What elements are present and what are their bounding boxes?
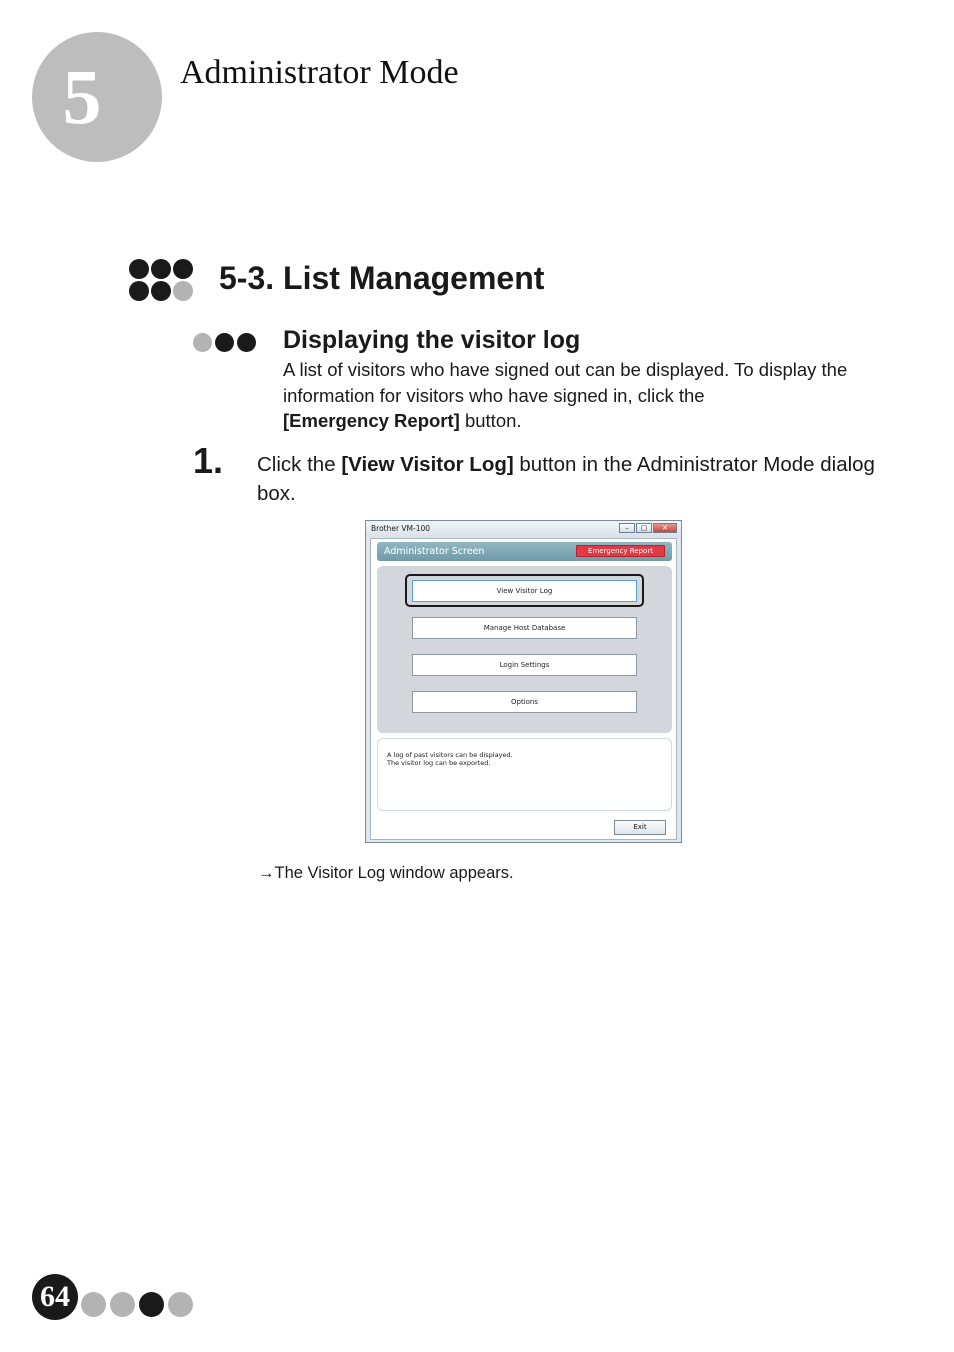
admin-screen-window [365, 520, 682, 843]
chapter-number: 5 [62, 53, 102, 140]
section-heading: 5-3. List Management [219, 260, 545, 296]
view-visitor-log-button[interactable]: View Visitor Log [412, 580, 637, 602]
description-line: The visitor log can be exported. [387, 759, 491, 767]
step-text-bold: [View Visitor Log] [341, 453, 514, 476]
arrow-icon: → [258, 864, 275, 882]
window-client-area [370, 538, 677, 840]
screen-title: Administrator Screen [384, 546, 485, 557]
step-text-post: button in the Administrator Mode dialog box. [257, 453, 875, 505]
window-title: Brother VM-100 [371, 524, 431, 533]
chapter-title: Administrator Mode [180, 54, 459, 91]
screen-header [377, 542, 672, 561]
intro-text: A list of visitors who have signed out can be displayed. To display the information for visitors who have signed in, click the [283, 359, 848, 406]
manage-host-database-button[interactable]: Manage Host Database [412, 617, 637, 639]
close-icon[interactable]: ✕ [653, 523, 677, 533]
intro-bold: [Emergency Report] [283, 410, 460, 431]
emergency-report-button[interactable]: Emergency Report [576, 545, 665, 557]
exit-button[interactable]: Exit [614, 820, 666, 835]
result-line [258, 864, 514, 883]
maximize-icon[interactable]: □ [636, 523, 652, 533]
minimize-icon[interactable]: – [619, 523, 635, 533]
description-box [377, 738, 672, 811]
step-text-pre: Click the [257, 453, 342, 476]
result-text: The Visitor Log window appears. [274, 864, 514, 882]
window-titlebar [366, 521, 681, 537]
login-settings-button[interactable]: Login Settings [412, 654, 637, 676]
step-instruction [257, 450, 897, 508]
subsection-heading: Displaying the visitor log [283, 326, 581, 354]
intro-end: button. [459, 410, 522, 431]
step-number: 1. [193, 440, 224, 481]
options-button[interactable]: Options [412, 691, 637, 713]
description-line: A log of past visitors can be displayed. [387, 751, 513, 759]
page-number: 64 [40, 1280, 70, 1313]
menu-panel [377, 566, 672, 733]
intro-paragraph [283, 357, 893, 434]
